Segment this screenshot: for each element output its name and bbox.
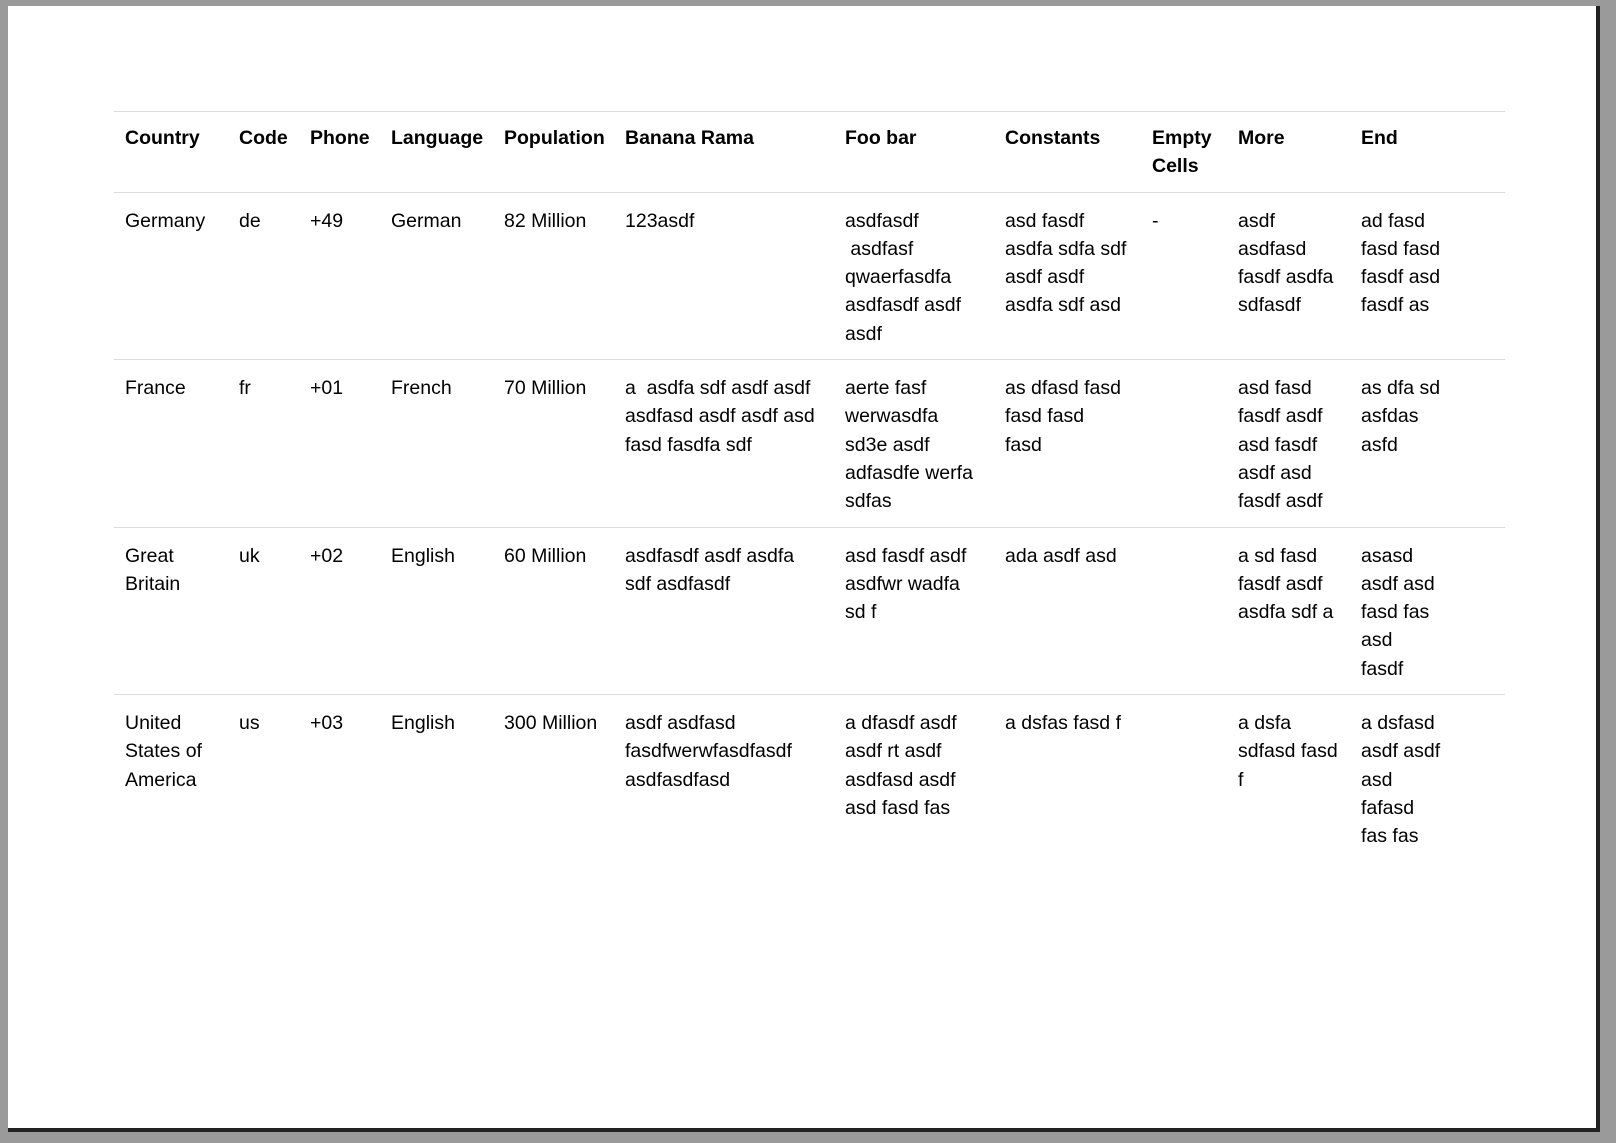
document-page xyxy=(8,6,1600,1132)
cell-more: a dsfa sdfasd fasd f xyxy=(1227,695,1350,862)
cell-phone: +03 xyxy=(299,695,380,862)
cell-empty-cells xyxy=(1141,695,1227,862)
cell-more: a sd fasd fasdf asdf asdfa sdf a xyxy=(1227,527,1350,694)
cell-foo-bar: a dfasdf asdf asdf rt asdf asdfasd asdf asd fasd fas xyxy=(834,695,994,862)
header-banana-rama: Banana Rama xyxy=(614,112,834,193)
cell-banana-rama: asdfasdf asdf asdfa sdf asdfasdf xyxy=(614,527,834,694)
header-code: Code xyxy=(228,112,299,193)
cell-banana-rama: 123asdf xyxy=(614,192,834,359)
cell-end: a dsfasd asdf asdf asd fafasd fas fas xyxy=(1350,695,1505,862)
table-header-row xyxy=(114,112,1505,193)
table-row xyxy=(114,360,1505,527)
header-phone: Phone xyxy=(299,112,380,193)
country-table xyxy=(114,111,1505,862)
header-end: End xyxy=(1350,112,1505,193)
cell-code: de xyxy=(228,192,299,359)
header-country: Country xyxy=(114,112,228,193)
cell-population: 70 Million xyxy=(493,360,614,527)
header-constants: Constants xyxy=(994,112,1141,193)
cell-language: English xyxy=(380,527,493,694)
table-row xyxy=(114,695,1505,862)
cell-foo-bar: aerte fasf werwasdfa sd3e asdf adfasdfe werfa sdfas xyxy=(834,360,994,527)
cell-phone: +01 xyxy=(299,360,380,527)
cell-foo-bar: asdfasdf asdfasf qwaerfasdfa asdfasdf asdf asdf xyxy=(834,192,994,359)
cell-end: as dfa sd asfdas asfd xyxy=(1350,360,1505,527)
cell-phone: +49 xyxy=(299,192,380,359)
cell-country: United States of America xyxy=(114,695,228,862)
header-empty-cells: Empty Cells xyxy=(1141,112,1227,193)
cell-language: German xyxy=(380,192,493,359)
cell-language: French xyxy=(380,360,493,527)
cell-banana-rama: asdf asdfasd fasdfwerwfasdfasdf asdfasdfasd xyxy=(614,695,834,862)
cell-constants: asd fasdf asdfa sdfa sdf asdf asdf asdfa sdf asd xyxy=(994,192,1141,359)
cell-language: English xyxy=(380,695,493,862)
cell-empty-cells xyxy=(1141,360,1227,527)
cell-code: us xyxy=(228,695,299,862)
cell-constants: a dsfas fasd f xyxy=(994,695,1141,862)
cell-constants: ada asdf asd xyxy=(994,527,1141,694)
header-foo-bar: Foo bar xyxy=(834,112,994,193)
header-more: More xyxy=(1227,112,1350,193)
cell-constants: as dfasd fasd fasd fasd fasd xyxy=(994,360,1141,527)
cell-end: asasd asdf asd fasd fas asd fasdf xyxy=(1350,527,1505,694)
table-row xyxy=(114,527,1505,694)
cell-code: uk xyxy=(228,527,299,694)
header-population: Population xyxy=(493,112,614,193)
cell-country: Great Britain xyxy=(114,527,228,694)
cell-population: 300 Million xyxy=(493,695,614,862)
cell-empty-cells: - xyxy=(1141,192,1227,359)
cell-foo-bar: asd fasdf asdf asdfwr wadfa sd f xyxy=(834,527,994,694)
cell-end: ad fasd fasd fasd fasdf asd fasdf as xyxy=(1350,192,1505,359)
cell-more: asdf asdfasd fasdf asdfa sdfasdf xyxy=(1227,192,1350,359)
header-language: Language xyxy=(380,112,493,193)
cell-phone: +02 xyxy=(299,527,380,694)
table-row xyxy=(114,192,1505,359)
cell-population: 60 Million xyxy=(493,527,614,694)
cell-empty-cells xyxy=(1141,527,1227,694)
cell-country: France xyxy=(114,360,228,527)
cell-more: asd fasd fasdf asdf asd fasdf asdf asd fasdf asdf xyxy=(1227,360,1350,527)
cell-population: 82 Million xyxy=(493,192,614,359)
cell-code: fr xyxy=(228,360,299,527)
cell-country: Germany xyxy=(114,192,228,359)
cell-banana-rama: a asdfa sdf asdf asdf asdfasd asdf asdf asd fasd fasdfa sdf xyxy=(614,360,834,527)
